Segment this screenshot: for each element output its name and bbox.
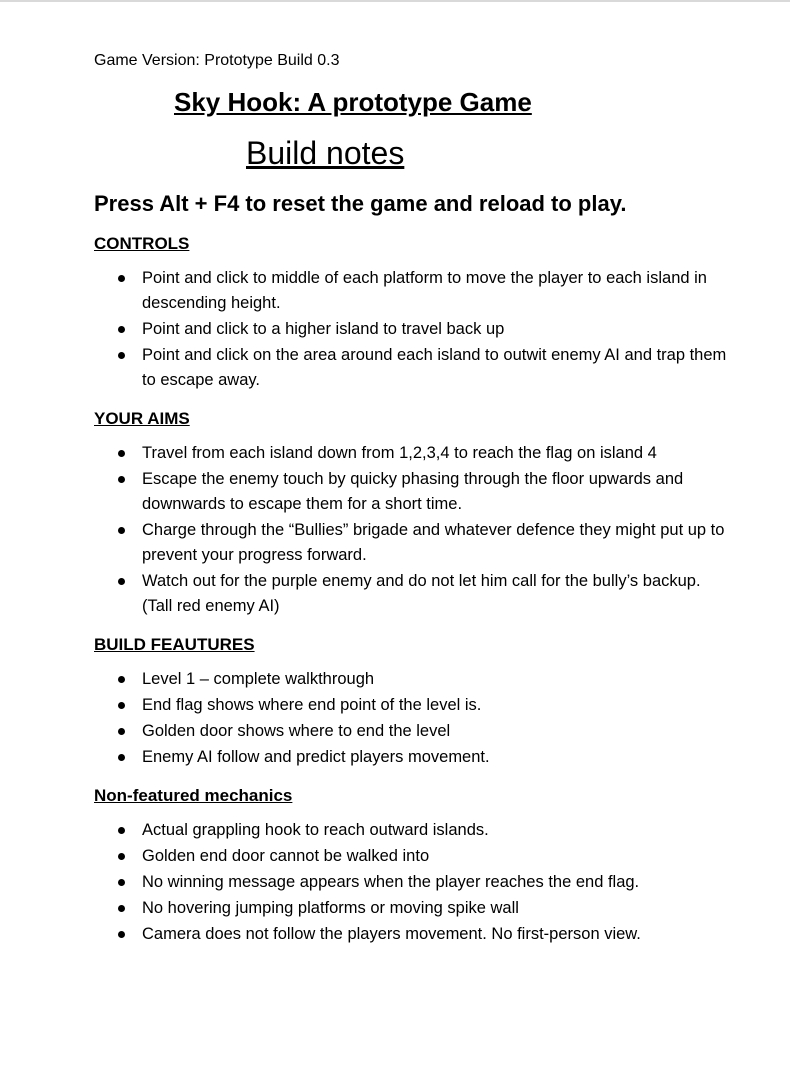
bullet-list (94, 667, 734, 770)
list-item: Charge through the “Bullies” brigade and whatever defence they might put up to prevent your progress forward. (94, 518, 734, 568)
document-title: Sky Hook: A prototype Game (174, 87, 532, 117)
page-top-border (0, 0, 790, 2)
section-build-features (94, 633, 734, 770)
section-non-featured-mechanics (94, 784, 734, 947)
list-item: Escape the enemy touch by quicky phasing through the floor upwards and downwards to escape them for a short time. (94, 467, 734, 517)
list-item: Travel from each island down from 1,2,3,4 to reach the flag on island 4 (94, 441, 734, 466)
section-heading: YOUR AIMS (94, 409, 190, 428)
list-item: No winning message appears when the player reaches the end flag. (94, 870, 734, 895)
bullet-list (94, 266, 734, 393)
list-item: Enemy AI follow and predict players movement. (94, 745, 734, 770)
bullet-list (94, 818, 734, 947)
list-item: Point and click to a higher island to travel back up (94, 317, 734, 342)
list-item: Level 1 – complete walkthrough (94, 667, 734, 692)
section-heading: CONTROLS (94, 234, 190, 253)
list-item: Golden door shows where to end the level (94, 719, 734, 744)
document-page (94, 48, 734, 948)
list-item: Point and click on the area around each island to outwit enemy AI and trap them to escape away. (94, 343, 734, 393)
section-your-aims (94, 407, 734, 619)
reset-instruction: Press Alt + F4 to reset the game and reload to play. (94, 191, 627, 216)
document-subtitle: Build notes (246, 135, 405, 171)
list-item: End flag shows where end point of the level is. (94, 693, 734, 718)
section-heading: BUILD FEAUTURES (94, 635, 255, 654)
list-item: Actual grappling hook to reach outward islands. (94, 818, 734, 843)
list-item: Camera does not follow the players movement. No first-person view. (94, 922, 734, 947)
list-item: Point and click to middle of each platform to move the player to each island in descending height. (94, 266, 734, 316)
bullet-list (94, 441, 734, 619)
list-item: Golden end door cannot be walked into (94, 844, 734, 869)
list-item: No hovering jumping platforms or moving spike wall (94, 896, 734, 921)
list-item: Watch out for the purple enemy and do not let him call for the bully’s backup. (Tall red enemy AI) (94, 569, 734, 619)
section-heading: Non-featured mechanics (94, 786, 293, 805)
game-version: Game Version: Prototype Build 0.3 (94, 52, 340, 69)
section-controls (94, 232, 734, 393)
